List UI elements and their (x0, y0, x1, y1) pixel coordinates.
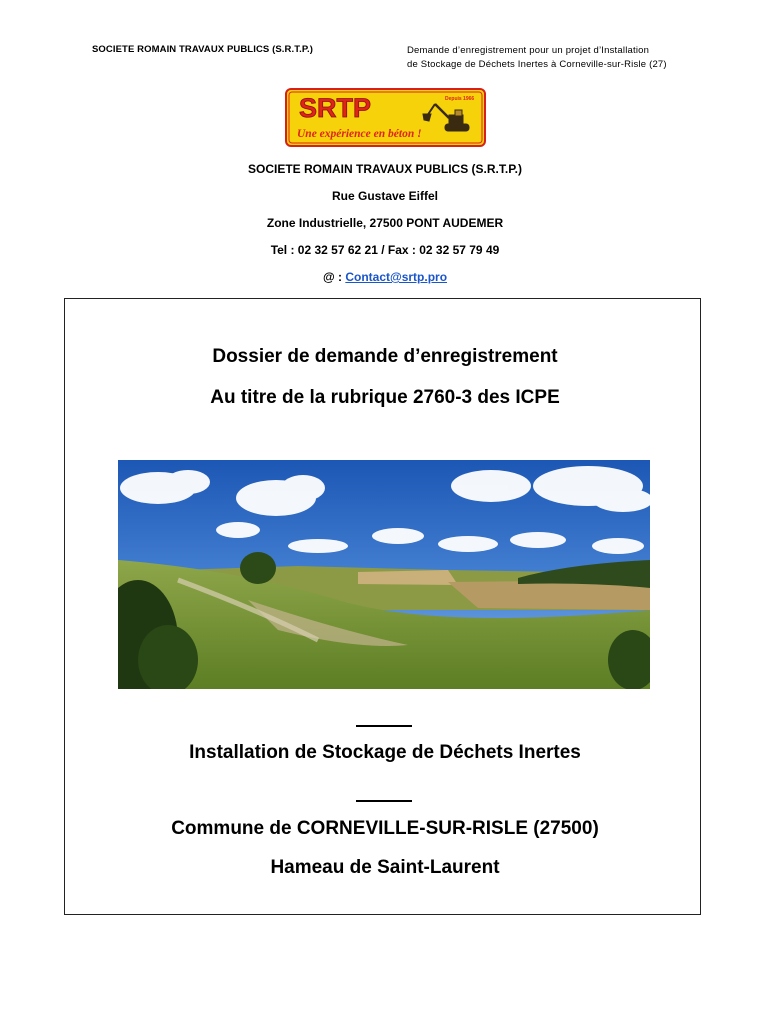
landscape-photo (118, 460, 650, 689)
logo-tagline: Une expérience en béton ! (297, 128, 422, 140)
email-link[interactable]: Contact@srtp.pro (345, 270, 448, 284)
logo-since: Depuis 1966 (445, 96, 475, 102)
address-phone: Tel : 02 32 57 62 21 / Fax : 02 32 57 79 49 (270, 243, 500, 257)
address-street: Rue Gustave Eiffel (331, 189, 439, 203)
address-zone: Zone Industrielle, 27500 PONT AUDEMER (266, 216, 504, 230)
address-email-line (0, 270, 770, 284)
document-title: Dossier de demande d’enregistrement (212, 346, 558, 367)
header-company: SOCIETE ROMAIN TRAVAUX PUBLICS (S.R.T.P.) (92, 44, 314, 55)
srtp-logo (285, 88, 486, 147)
project-subject: Installation de Stockage de Déchets Inertes (189, 742, 581, 763)
document-subtitle: Au titre de la rubrique 2760-3 des ICPE (210, 387, 560, 408)
email-prefix: @ : (322, 270, 346, 284)
hamlet-name: Hameau de Saint-Laurent (270, 857, 500, 878)
separator-line (356, 800, 412, 802)
commune-name: Commune de CORNEVILLE-SUR-RISLE (27500) (171, 818, 599, 839)
separator-line (356, 725, 412, 727)
header-project-line-1: Demande d’enregistrement pour un projet d’Installation (407, 45, 650, 56)
logo-wordmark: SRTP (299, 93, 372, 123)
header-project-line-2: de Stockage de Déchets Inertes à Corneville-sur-Risle (27) (407, 59, 667, 70)
header-project-description (407, 44, 667, 72)
address-company: SOCIETE ROMAIN TRAVAUX PUBLICS (S.R.T.P.) (247, 162, 523, 176)
